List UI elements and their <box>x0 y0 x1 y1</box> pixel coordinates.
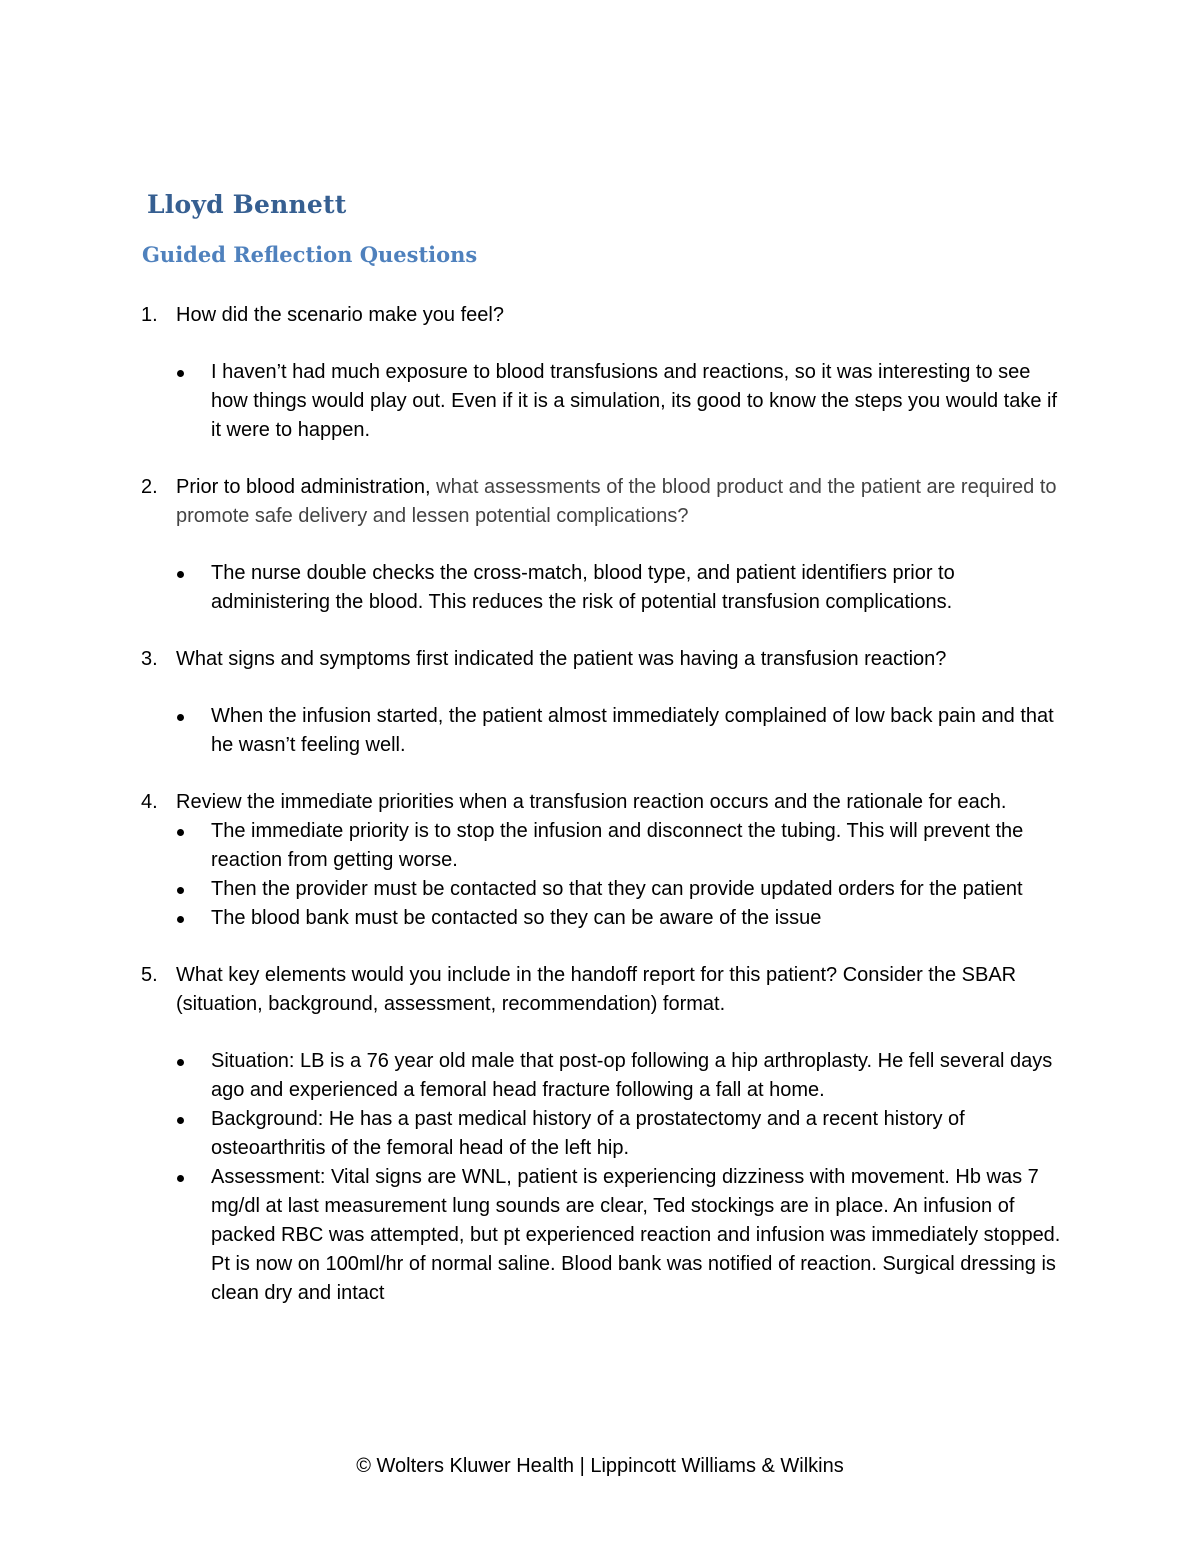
bullet-icon <box>177 370 184 377</box>
question-3 <box>141 645 1061 674</box>
answer-text: The immediate priority is to stop the infusion and disconnect the tubing. This will prevent the reaction from getting worse. <box>211 820 1024 871</box>
bullet-icon <box>177 571 184 578</box>
question-text: How did the scenario make you feel? <box>176 304 504 326</box>
list-item <box>141 1047 1061 1105</box>
question-5 <box>141 961 1061 1019</box>
question-number: 3. <box>141 648 158 670</box>
list-item <box>141 904 1061 933</box>
bullet-icon <box>177 887 184 894</box>
question-text-continued: what assessments of the blood product and the patient are required to promote safe delivery and lessen potential complications? <box>176 476 1057 527</box>
answer-text: Assessment: Vital signs are WNL, patient is experiencing dizziness with movement. Hb was 7 mg/dl at last measurement lung sounds are clear, Ted stockings are in place. An infusion of packed RBC was attempted, but pt experienced reaction and infusion was immediately stopped. Pt is now on 100ml/hr of normal saline. Blood bank was notified of reaction. Surgical dressing is clean dry and intact <box>211 1166 1061 1304</box>
question-number: 1. <box>141 304 158 326</box>
answer-list-3 <box>141 702 1061 760</box>
list-item <box>141 559 1061 617</box>
bullet-icon <box>177 829 184 836</box>
question-text: Prior to blood administration, <box>176 476 437 498</box>
bullet-icon <box>177 916 184 923</box>
question-text: What key elements would you include in the handoff report for this patient? Consider the SBAR (situation, background, assessment, recommendation) format. <box>176 964 1017 1015</box>
question-number: 5. <box>141 964 158 986</box>
question-2 <box>141 473 1061 531</box>
list-item <box>141 817 1061 875</box>
answer-text: When the infusion started, the patient almost immediately complained of low back pain and that he wasn’t feeling well. <box>211 705 1054 756</box>
answer-list-1 <box>141 358 1061 445</box>
reflection-questions <box>141 301 1061 1308</box>
question-number: 2. <box>141 476 158 498</box>
list-item <box>141 358 1061 445</box>
section-title: Guided Reflection Questions <box>142 242 478 267</box>
answer-list-5 <box>141 1047 1061 1308</box>
bullet-icon <box>177 714 184 721</box>
question-number: 4. <box>141 791 158 813</box>
list-item <box>141 875 1061 904</box>
list-item <box>141 1105 1061 1163</box>
question-1 <box>141 301 1061 330</box>
answer-text: Situation: LB is a 76 year old male that post-op following a hip arthroplasty. He fell several days ago and experienced a femoral head fracture following a fall at home. <box>211 1050 1053 1101</box>
answer-text: The blood bank must be contacted so they can be aware of the issue <box>211 907 822 929</box>
answer-list-4 <box>141 817 1061 933</box>
student-name: Lloyd Bennett <box>147 190 347 219</box>
question-text: What signs and symptoms first indicated the patient was having a transfusion reaction? <box>176 648 947 670</box>
question-4 <box>141 788 1061 817</box>
question-text: Review the immediate priorities when a transfusion reaction occurs and the rationale for each. <box>176 791 1007 813</box>
bullet-icon <box>177 1059 184 1066</box>
answer-text: I haven’t had much exposure to blood transfusions and reactions, so it was interesting to see how things would play out. Even if it is a simulation, its good to know the steps you would take if it were to happen. <box>211 361 1058 441</box>
bullet-icon <box>177 1175 184 1182</box>
page-footer: © Wolters Kluwer Health | Lippincott Williams & Wilkins <box>356 1455 844 1477</box>
list-item <box>141 702 1061 760</box>
answer-text: Background: He has a past medical history of a prostatectomy and a recent history of osteoarthritis of the femoral head of the left hip. <box>211 1108 965 1159</box>
list-item <box>141 1163 1061 1308</box>
answer-text: Then the provider must be contacted so that they can provide updated orders for the patient <box>211 878 1023 900</box>
bullet-icon <box>177 1117 184 1124</box>
answer-text: The nurse double checks the cross-match, blood type, and patient identifiers prior to administering the blood. This reduces the risk of potential transfusion complications. <box>211 562 955 613</box>
answer-list-2 <box>141 559 1061 617</box>
